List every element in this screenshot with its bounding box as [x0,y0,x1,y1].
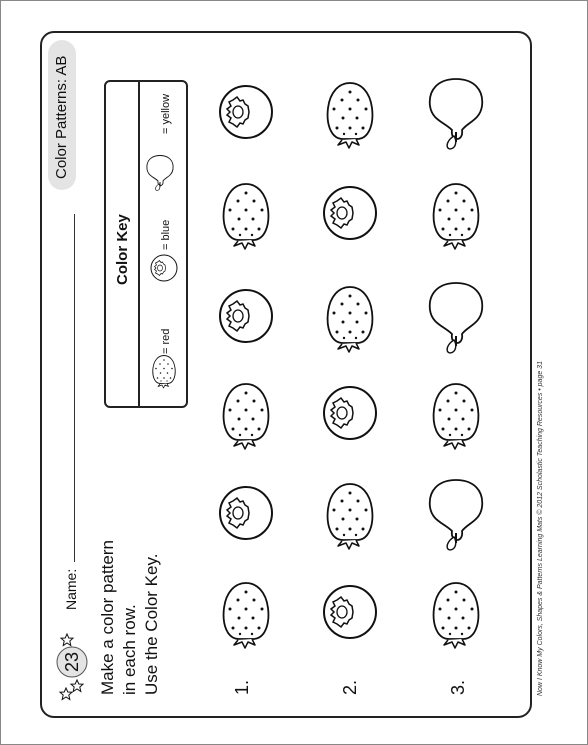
name-label: Name: [63,568,79,610]
star-icon [60,688,72,700]
strawberry-icon [434,184,479,249]
strawberry-icon [328,287,373,352]
key-label-blue: = blue [160,219,172,250]
instruction-line-2: in each row. [120,604,139,695]
instruction-line-3: Use the Color Key. [142,553,161,695]
color-key-title: Color Key [114,214,131,285]
pear-icon [430,480,483,550]
pear-key-icon [147,156,173,191]
key-label-yellow: = yellow [160,93,172,134]
strawberry-icon [434,384,479,449]
blueberry-icon [220,290,272,342]
worksheet-title: Color Patterns: AB [53,55,70,179]
star-icon [71,680,83,692]
footer-credit: Now I Know My Colors, Shapes & Patterns Learning Mats © 2012 Scholastic Teaching Resources • page 31 [537,361,544,696]
star-icon [61,634,73,646]
blueberry-icon [324,187,376,239]
strawberry-icon [224,583,269,648]
strawberry-icon [224,384,269,449]
blueberry-icon [220,487,272,539]
pear-icon [430,79,483,149]
pear-icon [430,283,483,353]
strawberry-key-icon [153,356,175,389]
strawberry-icon [328,484,373,549]
row-number-3: 3. [448,679,468,695]
blueberry-icon [324,586,376,638]
key-label-red: = red [160,328,172,354]
blueberry-icon [220,86,272,138]
blueberry-icon [324,387,376,439]
row-number-1: 1. [232,679,252,695]
instruction-line-1: Make a color pattern [98,540,117,695]
strawberry-icon [434,583,479,648]
strawberry-icon [328,83,373,148]
row-number-2: 2. [340,679,360,695]
blueberry-key-icon [151,255,177,281]
grade-number: 23 [62,651,82,672]
strawberry-icon [224,184,269,249]
